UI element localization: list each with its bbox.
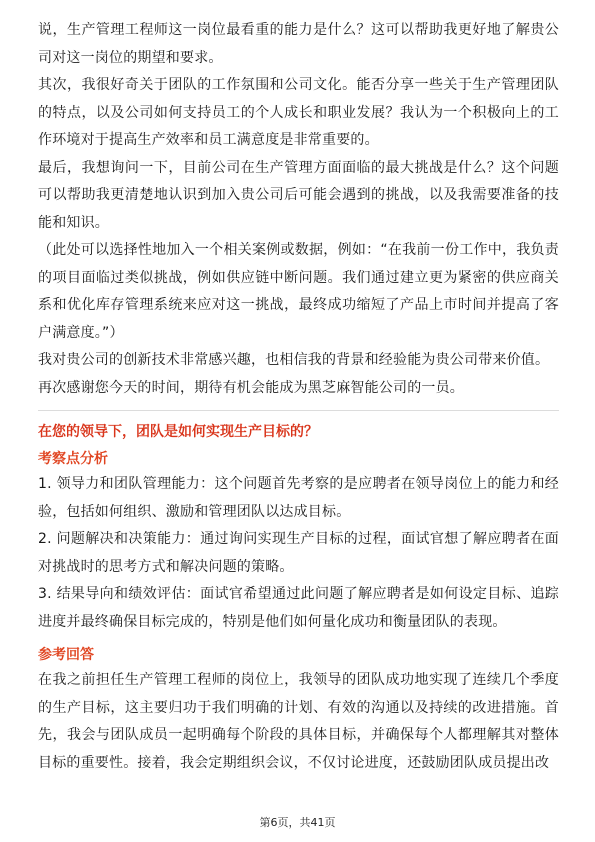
intro-paragraph: 再次感谢您今天的时间，期待有机会能成为黑芝麻智能公司的一员。 [38,379,464,396]
point-item: 2. 问题解决和决策能力：通过询问实现生产目标的过程，面试官想了解应聘者在面对挑战时的思考方式和解决问题的策略。 [38,531,559,575]
intro-paragraph: 我对贵公司的创新技术非常感兴趣，也相信我的背景和经验能为贵公司带来价值。 [38,352,550,368]
point-item: 3. 结果导向和绩效评估：面试官希望通过此问题了解应聘者是如何设定目标、追踪进度并最终确保目标完成的，特别是他们如何量化成功和衡量团队的表现。 [38,586,559,630]
page-number: 第6页，共41页 [259,816,336,829]
section-divider [38,410,559,411]
intro-paragraph: 最后，我想询问一下，目前公司在生产管理方面面临的最大挑战是什么？这个问题可以帮助我更清楚地认识到加入贵公司后可能会遇到的挑战，以及我需要准备的技能和知识。 [38,159,559,231]
points-list [38,471,559,636]
intro-paragraph: （此处可以选择性地加入一个相关案例或数据，例如：“在我前一份工作中，我负责的项目面临过类似挑战，例如供应链中断问题。我们通过建立更为紧密的供应商关系和优化库存管理系统来应对这一挑战，最终成功缩短了产品上市时间并提高了客户满意度。”） [38,242,559,341]
answer-paragraph: 在我之前担任生产管理工程师的岗位上，我领导的团队成功地实现了连续几个季度的生产目标，这主要归功于我们明确的计划、有效的沟通以及持续的改进措施。首先，我会与团队成员一起明确每个阶段的具体目标，并确保每个人都理解其对整体目标的重要性。接着，我会定期组织会议，不仅讨论进度，还鼓励团队成员提出改 [38,672,559,771]
answer-section [38,667,559,777]
answer-heading: 参考回答 [38,647,94,663]
point-item: 1. 领导力和团队管理能力：这个问题首先考察的是应聘者在领导岗位上的能力和经验，包括如何组织、激励和管理团队以达成目标。 [38,476,559,520]
intro-section [38,17,559,402]
intro-paragraph: 其次，我很好奇关于团队的工作氛围和公司文化。能否分享一些关于生产管理团队的特点，以及公司如何支持员工的个人成长和职业发展？我认为一个积极向上的工作环境对于提高生产效率和员工满意度是非常重要的。 [38,77,559,148]
intro-paragraph: 说，生产管理工程师这一岗位最看重的能力是什么？这可以帮助我更好地了解贵公司对这一岗位的期望和要求。 [38,22,559,66]
interview-question: 在您的领导下，团队是如何实现生产目标的？ [38,424,318,440]
points-heading: 考察点分析 [38,451,108,467]
